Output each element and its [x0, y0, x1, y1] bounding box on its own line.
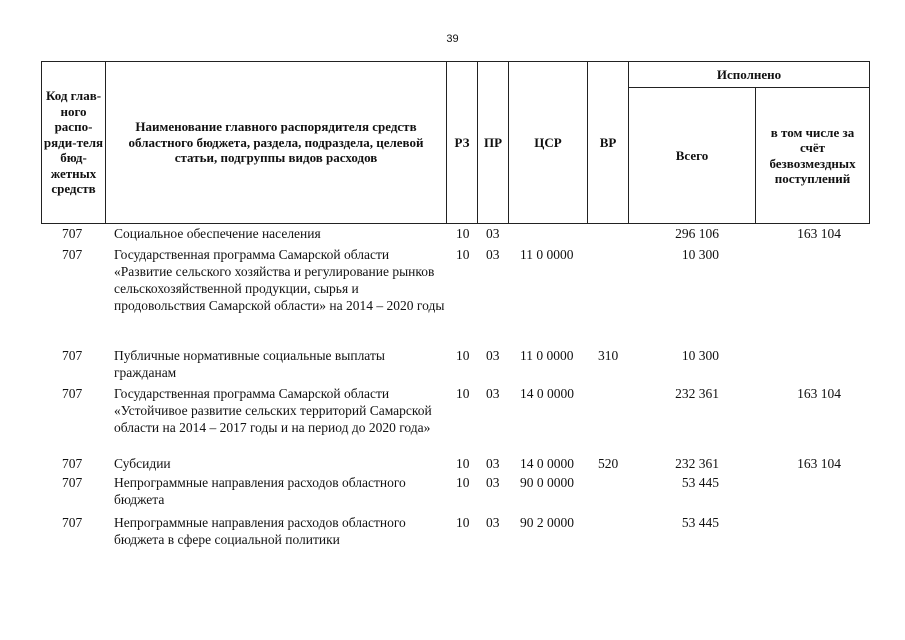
header-free: в том числе за счёт безвозмездных поступлений [769, 124, 856, 186]
cell-csr: 11 0 0000 [520, 247, 574, 262]
header-csr: ЦСР [534, 134, 562, 150]
cell-csr: 90 0 0000 [520, 475, 574, 490]
cell-total: 53 445 [681, 515, 719, 530]
cell-rz: 10 [456, 456, 470, 471]
cell-total: 53 445 [681, 475, 719, 490]
cell-code: 707 [62, 515, 83, 530]
header-pr: ПР [483, 134, 503, 150]
header-code: Код глав-ного распо-ряди-теля бюд-жетных средств [43, 88, 104, 197]
cell-csr: 14 0 0000 [520, 386, 574, 401]
cell-total: 10 300 [681, 247, 719, 262]
cell-code: 707 [62, 348, 83, 363]
cell-code: 707 [62, 226, 83, 241]
cell-csr: 14 0 0000 [520, 456, 574, 471]
cell-pr: 03 [486, 515, 500, 530]
cell-csr: 90 2 0000 [520, 515, 574, 530]
cell-rz: 10 [456, 226, 470, 241]
cell-free: 163 104 [797, 456, 841, 471]
cell-code: 707 [62, 386, 83, 401]
header-rz: РЗ [454, 134, 470, 150]
cell-name: Государственная программа Самарской области «Устойчивое развитие сельских территорий Самарской области на 2014 – 2017 годы и на период до 2020 года» [114, 386, 432, 435]
cell-total: 296 106 [675, 226, 719, 241]
cell-name: Социальное обеспечение населения [114, 226, 321, 241]
cell-pr: 03 [486, 386, 500, 401]
header-executed: Исполнено [716, 66, 782, 82]
cell-pr: 03 [486, 456, 500, 471]
table-header [41, 61, 870, 224]
cell-free: 163 104 [797, 386, 841, 401]
cell-csr: 11 0 0000 [520, 348, 574, 363]
cell-rz: 10 [456, 386, 470, 401]
cell-pr: 03 [486, 226, 500, 241]
cell-code: 707 [62, 456, 83, 471]
header-vr: ВР [599, 134, 617, 150]
cell-rz: 10 [456, 475, 470, 490]
cell-rz: 10 [456, 348, 470, 363]
cell-total: 232 361 [675, 456, 719, 471]
cell-pr: 03 [486, 348, 500, 363]
cell-rz: 10 [456, 247, 470, 262]
cell-name: Непрограммные направления расходов областного бюджета [114, 475, 406, 507]
header-name: Наименование главного распорядителя средств областного бюджета, раздела, подраздела, целевой статьи, подгруппы видов расходов [128, 119, 424, 166]
cell-total: 10 300 [681, 348, 719, 363]
header-total: Всего [675, 147, 709, 163]
cell-pr: 03 [486, 247, 500, 262]
cell-name: Субсидии [114, 456, 171, 471]
cell-name: Непрограммные направления расходов областного бюджета в сфере социальной политики [114, 515, 406, 547]
cell-vr: 310 [598, 348, 619, 363]
cell-code: 707 [62, 475, 83, 490]
cell-code: 707 [62, 247, 83, 262]
cell-pr: 03 [486, 475, 500, 490]
cell-vr: 520 [598, 456, 619, 471]
cell-name: Публичные нормативные социальные выплаты гражданам [114, 348, 385, 380]
cell-total: 232 361 [675, 386, 719, 401]
cell-rz: 10 [456, 515, 470, 530]
cell-name: Государственная программа Самарской области «Развитие сельского хозяйства и регулирование рынков сельскохозяйственной продукции, сырья и продовольствия Самарской области» на 2014 – 2020 годы [114, 247, 445, 313]
page-number: 39 [446, 33, 459, 45]
cell-free: 163 104 [797, 226, 841, 241]
